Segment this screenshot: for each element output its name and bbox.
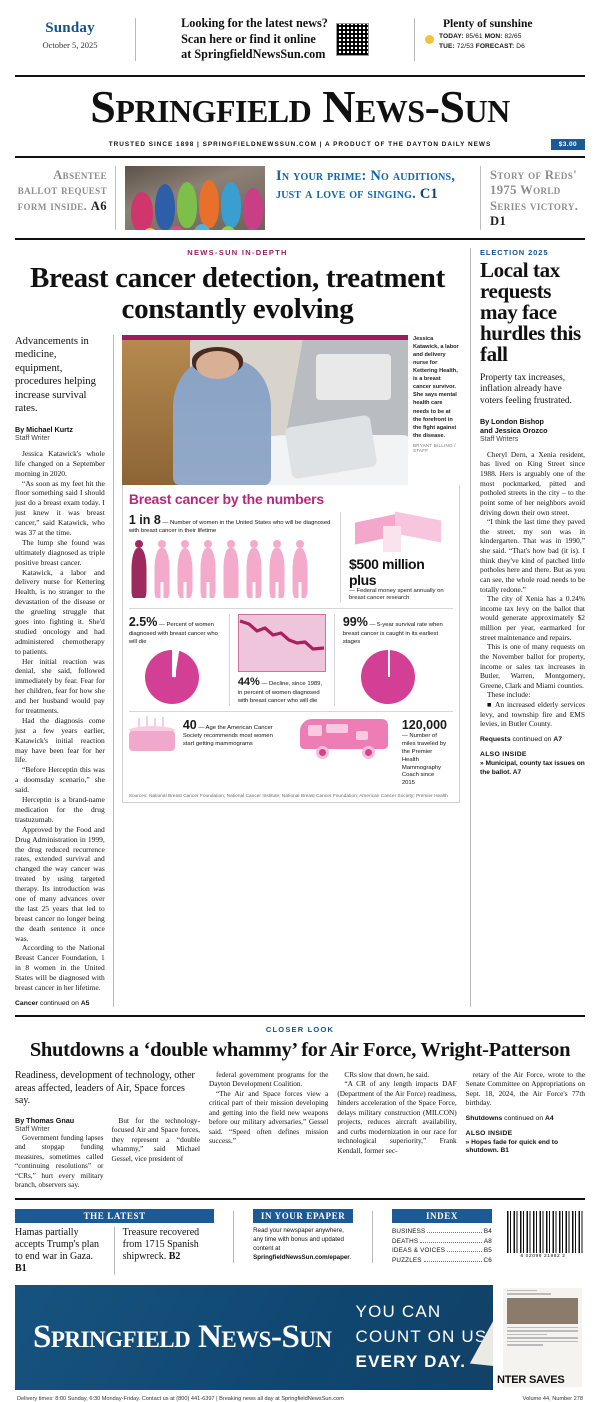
closer-paragraph: “A CR of any length impacts DAF (Department of the Air Force) readiness, hinders acceleration of the Space Force, delays military construction (MILCON) projects, reduces aircraft availability, and curbs modernization in our race for technological superiority,” Frank Kendall, former sec- (337, 1079, 457, 1155)
weather-condition: Plenty of sunshine (443, 18, 533, 30)
qr-promo-line2: Scan here or find it online (181, 31, 316, 46)
epaper-text-2: . (349, 1253, 352, 1261)
birthday-cake-icon (129, 717, 181, 751)
closer-col3-text (337, 1070, 456, 1155)
date-block (15, 16, 125, 50)
election-paragraph: ■ An increased elderly services levy, and township fire and EMS levies, in Butler County. (480, 700, 585, 729)
election-byline-role: Staff Writers (480, 435, 519, 443)
lead-paragraph: “As soon as my feet hit the floor something said I should just do a breast exam today. I just knew it was breast cancer,” said Katawick, who was 37 at the time. (15, 478, 105, 537)
epaper-link[interactable]: SpringfieldNewsSun.com/epaper (253, 1253, 350, 1261)
election-jumpline[interactable] (480, 736, 585, 743)
election-paragraph: The city of Xenia has a 0.24% income tax levy on the ballot that would generate approximately $2 million per year, earmarked for street maintenance and repairs. (480, 594, 585, 642)
election-jump-text: continued on (510, 735, 554, 743)
latest-item-text: Hamas partially accepts Trump's plan to end war in Gaza. (15, 1226, 100, 1262)
money-bills-icon (349, 512, 447, 556)
closer-paragraph: CRs slow that down, he said. (344, 1069, 430, 1079)
lead-story-column (15, 248, 470, 1007)
latest-item[interactable] (114, 1227, 215, 1275)
qr-code-icon[interactable] (336, 23, 369, 56)
closer-column-1 (15, 1070, 200, 1190)
index-page: A8 (483, 1237, 492, 1245)
lead-byline-role: Staff Writer (15, 434, 50, 442)
lead-photo-caption: Jessica Katawick, a labor and delivery nurse for Kettering Health, is a breast cancer survivor. She says mental health care needs to be at the forefront in the fight against the disease. (413, 335, 459, 439)
top-bar (15, 0, 585, 71)
lead-jump-label: Cancer (15, 999, 39, 1007)
index-name: PUZZLES (391, 1256, 422, 1264)
footer-delivery-info: Delivery times: 8:00 Sunday, 6:30 Monday-Friday. Contact us at (800) 441-6397 | Breaking news all day at SpringfieldNewsSun.com (17, 1395, 344, 1402)
the-latest-box (15, 1209, 214, 1275)
skybox-item-absentee[interactable] (15, 166, 115, 229)
index-dots (427, 1232, 481, 1233)
closer-jump-page: A4 (545, 1114, 554, 1122)
barcode-block (501, 1209, 585, 1259)
mammography-coach-icon (294, 717, 398, 759)
closer-col2-text (209, 1070, 328, 1146)
election-also-inside-item[interactable]: » Municipal, county tax issues on the ballot. A7 (480, 759, 585, 776)
divider (414, 18, 415, 61)
lead-paragraph: “Before Herceptin this was a doomsday scenario,” she said. (15, 765, 105, 795)
closer-jumpline[interactable] (466, 1115, 585, 1122)
trust-line-row (15, 141, 585, 154)
ad-line-3: EVERY DAY. (355, 1351, 467, 1371)
house-ad[interactable] (15, 1285, 585, 1390)
lead-paragraph: Had the diagnosis come just a few years earlier, Katawick's initial reaction may have been fear for her life. (15, 715, 105, 765)
closer-column-4 (466, 1070, 585, 1190)
index-name: IDEAS & VOICES (391, 1247, 446, 1255)
stat-120000-miles (398, 717, 453, 789)
closer-col1b-text (112, 1116, 201, 1163)
skybox-absentee-page: A6 (90, 198, 107, 213)
trust-line: TRUSTED SINCE 1898 | SPRINGFIELDNEWSSUN.COM | A PRODUCT OF THE DAYTON DAILY NEWS (108, 141, 492, 149)
infographic-row-2 (129, 614, 453, 705)
weather-tue-temps: 72/53 (456, 42, 474, 50)
stat-age-40 (181, 717, 289, 749)
stat-money-desc: — Federal money spent annually on breast cancer research (349, 587, 444, 602)
stat-1-in-8-desc: — Number of women in the United States who will be diagnosed with breast cancer in their lifetime (128, 519, 331, 535)
lead-photo-caption-block (408, 335, 460, 485)
closer-jump-label: Shutdowns (465, 1114, 503, 1122)
lead-feature-column (113, 335, 460, 1007)
index-page: C6 (483, 1256, 492, 1264)
masthead (15, 77, 585, 156)
infographic-row-3 (129, 717, 453, 789)
page-footer (15, 1390, 585, 1402)
index-row[interactable] (392, 1238, 492, 1245)
closer-deck: Readiness, development of technology, other areas affected, leaders of Air, Space forces say. (15, 1069, 195, 1107)
stat-99-percent (337, 614, 453, 705)
stat-44-desc: — Decline, since 1989, in percent of women diagnosed with breast cancer who will die (237, 681, 323, 704)
stat-2-5-percent (129, 614, 227, 705)
latest-item-text: Treasure recovered from 1715 Spanish shipwreck. (122, 1226, 200, 1262)
the-latest-header: THE LATEST (15, 1209, 214, 1223)
lead-photo (122, 340, 408, 485)
lead-paragraph: Katawick, a labor and delivery nurse for Kettering Health, is no stranger to the devastation of the disease or the grueling struggle that goes into fighting it. She'd studied oncology and had administered chemotherapy to patients. (15, 567, 105, 656)
masthead-title: Springfield News-Sun (90, 80, 510, 132)
ad-line-1: YOU CAN (355, 1302, 442, 1322)
latest-item[interactable] (15, 1227, 114, 1275)
lead-deck: Advancements in medicine, equipment, procedures helping increase survival rates. (15, 335, 96, 415)
skybox-reds-text: Story of Reds' 1975 World Series victory. (490, 168, 579, 213)
lead-story-text-column (15, 335, 113, 1007)
epaper-text[interactable] (253, 1223, 353, 1263)
qr-promo-line1: Looking for the latest news? (181, 16, 328, 30)
day-of-week: Sunday (45, 20, 95, 36)
weather-tue-label: TUE: (439, 42, 455, 50)
election-byline-1: By London Bishop (480, 416, 544, 426)
price-badge: $3.00 (551, 139, 585, 150)
index-row[interactable] (392, 1257, 492, 1264)
pie-chart-2-5-percent (145, 650, 199, 704)
barcode-number: 6 02099 21982 2 (520, 1253, 566, 1259)
election-paragraph: These include: (487, 690, 531, 700)
qr-promo-text (181, 16, 328, 63)
election-kicker: ELECTION 2025 (480, 247, 549, 257)
stat-40-value: 40 (182, 717, 197, 732)
stat-40-desc: — Age the American Cancer Society recommends most women start getting mammograms (182, 724, 273, 748)
pictogram-women (129, 540, 332, 598)
index-row[interactable] (392, 1228, 492, 1235)
stat-2-5-value: 2.5% (128, 615, 158, 630)
main-content (15, 240, 585, 1007)
closer-column-3 (337, 1070, 456, 1190)
lead-paragraph: According to the National Breast Cancer Foundation, 1 in 8 women in the United States will be diagnosed with breast cancer in her lifetime. (15, 943, 105, 992)
lead-paragraph: Jessica Katawick's whole life changed on a September morning in 2020. (15, 448, 105, 478)
stat-money-value: $500 million plus (349, 555, 425, 588)
ad-curl-text: NTER SAVES (497, 1373, 565, 1386)
qr-promo[interactable] (146, 16, 404, 63)
election-byline-2: and Jessica Orozco (480, 425, 548, 435)
infographic-breast-cancer-numbers (122, 485, 460, 804)
epaper-text-1: Read your newspaper anywhere, any time with bonus and updated content at (253, 1226, 344, 1252)
footer-volume-info: Volume 44, Number 278 (522, 1395, 583, 1402)
latest-item-page: B1 (15, 1262, 27, 1274)
weather-temps (439, 32, 525, 52)
skybox-item-reds[interactable] (481, 166, 585, 229)
pie-chart-99-percent (361, 650, 415, 704)
stat-1-in-8-value: 1 in 8 (128, 512, 161, 527)
election-story-column (470, 248, 585, 1007)
closer-column-2 (209, 1070, 328, 1190)
divider (115, 166, 116, 229)
skybox-item-in-your-prime[interactable] (274, 166, 480, 229)
index-name: DEATHS (391, 1237, 419, 1245)
stat-1-in-8 (129, 512, 338, 604)
stat-federal-money (343, 512, 453, 604)
lead-jump-page: A5 (80, 999, 90, 1007)
index-dots (447, 1251, 482, 1252)
closer-col4-text (466, 1070, 585, 1108)
election-paragraph: Cheryl Dern, a Xenia resident, has lived on King Street since 1988. Hers is arguably one of the most pockmarked, pitted and potholed streets in the city – to the point some of her neighbors avoid driving down their own street. (480, 449, 585, 517)
index-dots (420, 1242, 482, 1243)
closer-kicker: CLOSER LOOK (265, 1024, 335, 1034)
sun-icon (425, 35, 434, 44)
lead-kicker: NEWS-SUN IN-DEPTH (187, 247, 288, 257)
skybox-reds-page: D1 (490, 214, 507, 229)
closer-col1-text (15, 1133, 104, 1190)
skybox-prime-text: In your prime: No auditions, just a love of singing. (276, 168, 456, 202)
closer-jump-text: continued on (502, 1114, 545, 1122)
infographic-title: Breast cancer by the numbers (128, 490, 324, 507)
weather-forecast-page: D6 (516, 42, 525, 50)
index-box (392, 1209, 492, 1264)
closer-paragraph: retary of the Air Force, wrote to the Senate Committee on Appropriations on Sept. 18, 2024, the Air Force's 77th birthday. (465, 1069, 586, 1108)
epaper-header: IN YOUR EPAPER (253, 1209, 353, 1223)
election-jump-label: Requests (480, 735, 511, 743)
bottom-bar (15, 1200, 585, 1275)
index-header: INDEX (392, 1209, 492, 1223)
publication-date: October 5, 2025 (42, 40, 98, 50)
lead-byline: By Michael Kurtz (15, 424, 73, 434)
weather-block[interactable] (425, 16, 585, 52)
lead-jump-text: continued on (38, 999, 81, 1007)
lead-jumpline[interactable] (15, 1000, 105, 1007)
closer-paragraph: Government funding lapses and stopgap funding measures, sometimes called “continuing resolutions” or “CRs,” hurt every military branch, observers say. (15, 1132, 104, 1190)
closer-byline-role: Staff Writer (15, 1125, 50, 1133)
election-headline[interactable]: Local tax requests may face hurdles this fall (480, 257, 581, 366)
stat-99-value: 99% (342, 615, 368, 630)
infographic-sources: Sources: National Breast Cancer Foundation; National Cancer Institute; National Breast Cancer Foundation; American Cancer Society; Premier Health (128, 793, 448, 799)
barcode-icon (507, 1211, 585, 1253)
closer-byline: By Thomas Gnau (15, 1115, 75, 1125)
weather-mon-label: MON: (484, 33, 503, 40)
weather-forecast-label: FORECAST: (475, 42, 515, 50)
skybox-prime-page: C1 (419, 185, 438, 202)
skybox-promo-strip (15, 158, 585, 237)
lead-paragraph: Approved by the Food and Drug Administration in 1999, the drug reduced recurrence rates, extended survival and changed the way cancer was treated by using targeted therapy. Its introduction was one of many advances over the last 25 years that led to breast cancer no longer being the death sentence it once was. (15, 824, 105, 943)
divider (334, 614, 335, 705)
closer-also-inside-label: ALSO INSIDE (465, 1129, 513, 1137)
weather-mon-temps: 82/65 (504, 33, 522, 40)
election-deck: Property tax increases, inflation already have voters feeling frustrated. (480, 372, 572, 407)
closer-paragraph: “The Air and Space forces view a critical part of their mission developing and getting into the field new weapons before our military adversaries,” Gessel said. “Speed often defines mission success.” (208, 1088, 329, 1146)
lead-headline[interactable]: Breast cancer detection, treatment constantly evolving (30, 261, 445, 325)
divider (340, 512, 341, 604)
stat-120000-desc: — Number of miles traveled by the Premier Health Mammography Coach since 2015 (401, 733, 447, 787)
index-name: BUSINESS (391, 1228, 426, 1236)
election-body-text (480, 450, 585, 729)
closer-also-inside-item[interactable]: » Hopes fade for quick end to shutdown. B1 (465, 1138, 558, 1155)
divider (229, 614, 230, 705)
ad-logo: Springfield News-Sun (33, 1318, 332, 1355)
latest-item-page: B2 (168, 1250, 181, 1262)
stat-44-percent (232, 614, 332, 705)
index-page: B4 (483, 1228, 492, 1236)
lead-paragraph: Her initial reaction was denial, she said, followed immediately by fear. Fear for her children, fear for how she and her husband would pay for treatments. (15, 656, 105, 716)
stat-2-5-desc: — Percent of women diagnosed with breast cancer who will die (128, 622, 218, 645)
lead-paragraph: Herceptin is a brand-name medication for the drug trastuzumab. (15, 795, 105, 824)
skybox-absentee-text: Absentee ballot request form inside. (17, 168, 107, 213)
ad-mini-page (493, 1285, 585, 1390)
election-jump-page: A7 (553, 735, 563, 743)
epaper-box (253, 1209, 353, 1263)
index-dots (424, 1261, 482, 1262)
divider (135, 18, 136, 61)
stat-120000-value: 120,000 (401, 717, 447, 732)
closer-headline[interactable]: Shutdowns a ‘double whammy’ for Air Force, Wright-Patterson (29, 1038, 571, 1061)
closer-paragraph: federal government programs for the Dayton Development Coalition. (208, 1069, 329, 1089)
election-paragraph: “I think the last time they paved the street, my son was in kindergarten. That was in 1990,” she said. “That's how bad (it is). I think they've kind of patched little potholes here and there. But as you can see, the whole road needs to be totally redone.” (480, 517, 585, 594)
election-paragraph: This is one of many requests on the November ballot for property, income or sales tax increases in Butler, Warren, Montgomery, Greene, Clark and Miami counties. (480, 642, 585, 690)
skybox-choir-photo[interactable] (125, 166, 265, 229)
line-chart-decline (238, 614, 326, 672)
line-chart-svg (239, 615, 325, 671)
weather-today-temps: 85/61 (465, 33, 483, 40)
lead-paragraph: The lump she found was ultimately diagnosed as triple positive breast cancer. (15, 537, 105, 567)
qr-promo-line3: at SpringfieldNewsSun.com (181, 47, 326, 62)
stat-44-value: 44% (237, 676, 260, 689)
stat-99-desc: — 5-year survival rate when breast cancer is caught in its earliest stages (342, 622, 443, 645)
election-also-inside-label: ALSO INSIDE (480, 750, 527, 758)
index-row[interactable] (392, 1247, 492, 1254)
closer-look-section (15, 1017, 585, 1190)
infographic-row-1 (129, 512, 453, 604)
lead-body-text (15, 449, 105, 993)
closer-paragraph: But for the technology-focused Air and Space forces, they represent a “double whammy,” said Michael Gessel, vice president of (111, 1115, 200, 1163)
index-page: B5 (483, 1247, 492, 1255)
ad-line-2: COUNT ON US. (355, 1327, 494, 1346)
weather-today-label: TODAY: (439, 33, 464, 40)
lead-photo-block (122, 335, 408, 485)
lead-photo-credit: BRYANT BILLING / STAFF (413, 443, 456, 454)
